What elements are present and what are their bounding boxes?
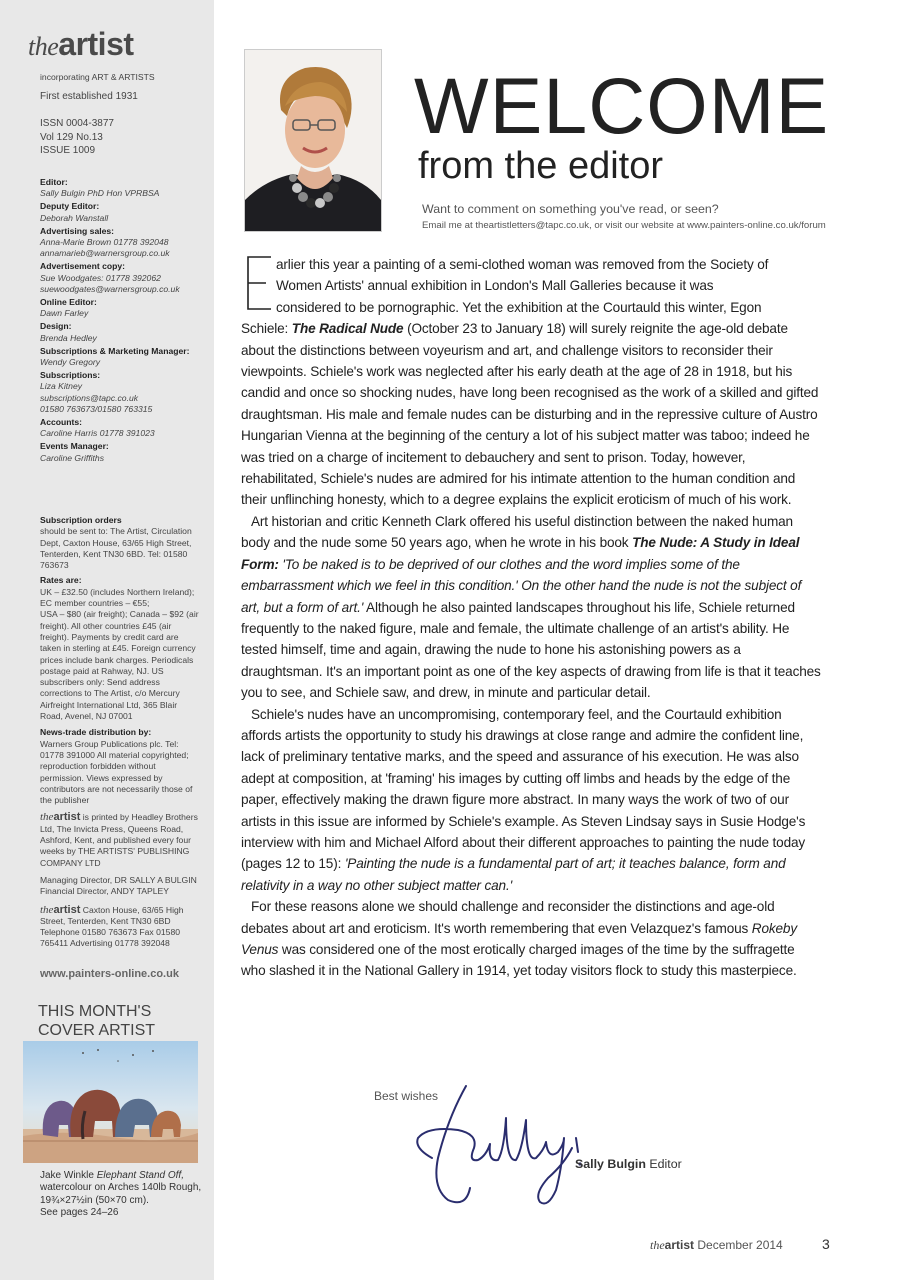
volume: Vol 129 No.13 [40,131,103,143]
small-logo: theartist [40,811,81,824]
page-title: WELCOME [414,61,830,150]
cover-caption-lines [40,1182,210,1219]
rates-line: USA – $80 (air freight); Canada – $92 (air [40,609,199,620]
address-text [40,916,208,950]
issue-number: ISSUE 1009 [40,145,96,156]
news-line: permission. Views expressed by [40,772,163,783]
rates-line: EC member countries – €55; [40,598,150,609]
printer-info: theartist is printed by Headley Brothers [40,811,198,824]
footer-logo: theartist [650,1238,695,1252]
page-number: 3 [822,1236,830,1252]
rates-line: Road, Avenel, NJ 07001 [40,711,133,722]
printed-line: Ashford, Kent, and published every four [40,835,191,846]
rates-line: prices include bank charges. Periodicals [40,654,194,665]
staff-role: Editor: [40,177,68,187]
cover-artist-heading: THIS MONTH'S COVER ARTIST [38,1003,156,1039]
editorial-body [241,254,821,982]
paragraph-2: Art historian and critic Kenneth Clark offered his useful distinction between the naked human body and the nude some 50 years ago, when he wrote in his book The Nude: A Study in Ideal Form: 'To be naked is to be deprived of our clothes and the word implies some of the embarrassment which we feel in this condition.' On the other hand the nude is not the subject of art, but a form of art.' Although he also painted landscapes throughout his life, Schiele returned frequently to the naked figure, male and female, the ultimate challenge of an artist's ability. He tested himself, time and again, drawing the nude to hone his astonishing powers as a draughtsman. It's an important point as one of the key aspects of drawing from life is that it teaches you to see, and Schiele saw, and drew, in minute and particular detail. [241,513,821,701]
covercap-line: 19¾×27½in (50×70 cm). [40,1194,149,1206]
cover-artwork-elephants [23,1041,198,1163]
staff-detail: 01580 763673/01580 763315 [40,403,153,414]
subs-line: 763673 [40,560,69,571]
news-trade-text [40,739,208,807]
footer-issue-date: December 2014 [694,1238,783,1252]
staff-list [40,177,208,464]
rates-line: freight). Payments by credit card are [40,631,179,642]
staff-role: Advertising sales: [40,225,115,236]
news-line: the publisher [40,795,90,806]
rates-text [40,587,208,723]
rates-line: taken in sterling at £45. Foreign currency [40,643,196,654]
subscription-info [40,515,208,950]
staff-role: Design: [40,321,72,332]
exhibition-title: The Radical Nude [291,321,404,337]
clark-quote: 'To be naked is to be deprived of our clothes and the word implies some of the embarrassment which we feel in this condition.' On the other hand the nude is not the subject of art, but a form of art.' [241,556,802,615]
subs-line: Dept, Caxton House, 63/65 High Street, [40,537,192,548]
lindsay-quote: 'Painting the nude is a fundamental part of art; it teaches balance, form and relativity in a way no other subject matter can.' [241,856,786,893]
subscription-text [40,526,208,571]
issue-info [40,117,208,158]
page-subtitle: from the editor [418,145,663,187]
staff-role: Deputy Editor: [40,201,100,212]
staff-detail: Deborah Wanstall [40,212,109,223]
addr-line: 765411 Advertising 01778 392048 [40,938,170,949]
printed-line: weeks by THE ARTISTS' PUBLISHING [40,846,190,857]
staff-detail: Liza Kitney [40,381,83,392]
rates-line: freight). All other countries £45 (air [40,620,172,631]
rates-line: postage paid at Rahway, NJ. US [40,665,164,676]
rates-line: Airfreight International Ltd, 365 Blair [40,699,178,710]
news-line: Warners Group Publications plc. Tel: [40,738,179,749]
paragraph-4: For these reasons alone we should challenge and reconsider the distinctions and age-old debates about art and eroticism. It's worth remembering that even Velazquez's famous Rokeby Venus was considered one of the most erotically charged images of the time by the suffragette who slashed it in the National Gallery in 1914, yet today visitors flock to study this masterpiece. [241,899,797,979]
covercap-line: See pages 24–26 [40,1207,119,1219]
small-logo: theartist [40,903,81,916]
printer-text [40,824,208,869]
printed-line: COMPANY LTD [40,857,101,868]
website-link[interactable]: www.painters-online.co.uk [40,968,179,980]
addr-line: Telephone 01580 763673 Fax 01580 [40,927,181,938]
staff-detail: annamarieb@warnersgroup.co.uk [40,248,170,259]
printed-line: Ltd, The Invicta Press, Queens Road, [40,823,184,834]
staff-role: Events Manager: [40,441,109,452]
md-line: Managing Director, DR SALLY A BULGIN [40,874,197,885]
staff-role: Advertisement copy: [40,261,126,272]
news-line: reproduction forbidden without [40,761,156,772]
staff-detail: Dawn Farley [40,308,89,319]
subscription-heading: Subscription orders [40,515,122,525]
address-line: theartist Caxton House, 63/65 High [40,903,184,916]
editor-signature [408,1078,600,1218]
news-line: 01778 391000 All material copyrighted; [40,749,189,760]
staff-detail: Sue Woodgates: 01778 392062 [40,272,161,283]
established: First established 1931 [40,91,138,102]
paragraph-1: arlier this year a painting of a semi-clothed woman was removed from the Society of Women Artists' annual exhibition in London's Mall Galleries because it was considered to be pornographic. Yet the exhibition at the Courtauld this winter, Egon Schiele: The Radical Nude (October 23 to January 18) will surely reignite the age-old debate about the distinctions between voyeurism and art, and challenge visitors to reconsider their viewpoints. Schiele's work was neglected after his early death at the age of 28 in 1918, but his candid and once so shocking nudes, have long been recognised as the work of a skilled and gifted draughtsman. His male and female nudes can be disturbing and in the repressive culture of Austro Hungarian Vienna at the beginning of the century a lot of his subject matter was taboo; indeed he was tried on a charge of incitement to debauchery and sent to prison. Today, however, rehabilitated, Schiele's nudes are admired for his intimate attention to the human condition and their unflinching honesty, which to a degree explains the explicit eroticism of much of his work. [241,257,819,508]
rates-line: corrections to The Artist, c/o Mercury [40,688,180,699]
staff-detail: Anna-Marie Brown 01778 392048 [40,237,169,248]
best-wishes: Best wishes [374,1089,439,1103]
staff-role: Subscriptions: [40,370,101,381]
contact-line[interactable]: Email me at theartistletters@tapc.co.uk, or visit our website at www.painters-online.co.uk/forum [422,220,826,231]
rates-line: UK – £32.50 (includes Northern Ireland); [40,586,195,597]
md-line: Financial Director, ANDY TAPLEY [40,886,169,897]
masthead-sidebar [0,0,214,1280]
subs-line: Tenterden, Kent TN30 6BD. Tel: 01580 [40,548,188,559]
comment-prompt: Want to comment on something you've read, or seen? [422,202,719,216]
issn: ISSN 0004-3877 [40,118,114,129]
painting-title: Rokeby Venus [241,920,797,957]
cover-artist-name: Jake Winkle [40,1170,97,1181]
signoff-name: Sally Bulgin Editor [575,1157,682,1171]
page-footer [650,1238,783,1253]
news-trade-heading: News-trade distribution by: [40,727,152,738]
cover-caption [40,1170,210,1220]
staff-detail: Caroline Griffiths [40,452,104,463]
covercap-line: watercolour on Arches 140lb Rough, [40,1182,202,1194]
editor-photo [244,49,382,232]
staff-detail: suewoodgates@warnersgroup.co.uk [40,283,180,294]
directors [40,875,208,898]
rates-line: subscribers only: Send address [40,677,160,688]
staff-role: Subscriptions & Marketing Manager: [40,345,190,356]
staff-role: Accounts: [40,417,83,428]
staff-detail: Sally Bulgin PhD Hon VPRBSA [40,188,160,199]
book-title: The Nude: A Study in Ideal Form: [241,535,800,572]
magazine-logo: theartist [28,26,134,62]
staff-detail: Wendy Gregory [40,357,101,368]
news-line: contributors are not necessarily those of [40,783,193,794]
staff-detail: Brenda Hedley [40,332,97,343]
tagline: incorporating ART & ARTISTS [40,72,155,82]
rates-heading: Rates are: [40,575,82,586]
staff-detail: subscriptions@tapc.co.uk [40,392,139,403]
subs-line: should be sent to: The Artist, Circulation [40,526,192,537]
addr-line: Street, Tenterden, Kent TN30 6BD [40,915,171,926]
cover-artwork-title: Elephant Stand Off, [96,1170,184,1181]
staff-role: Online Editor: [40,297,97,308]
paragraph-3: Schiele's nudes have an uncompromising, contemporary feel, and the Courtauld exhibition affords artists the opportunity to study his drawings at close range and admire the confident line, lack of preliminary tentative marks, and the speed and assurance of his execution. He was also adept at composition, at 'framing' his images by cutting off limbs and heads by the edge of the paper, effectively making the drawn figure more abstract. In many ways the work of two of our artists in this issue are informed by Schiele's example. As Steven Lindsay says in Susie Hodge's interview with him and Michael Alford about their different approaches to painting the nude today (pages 12 to 15): 'Painting the nude is a fundamental part of art; it teaches balance, form and relativity in a way no other subject matter can.' [241,706,806,893]
staff-detail: Caroline Harris 01778 391023 [40,428,155,439]
